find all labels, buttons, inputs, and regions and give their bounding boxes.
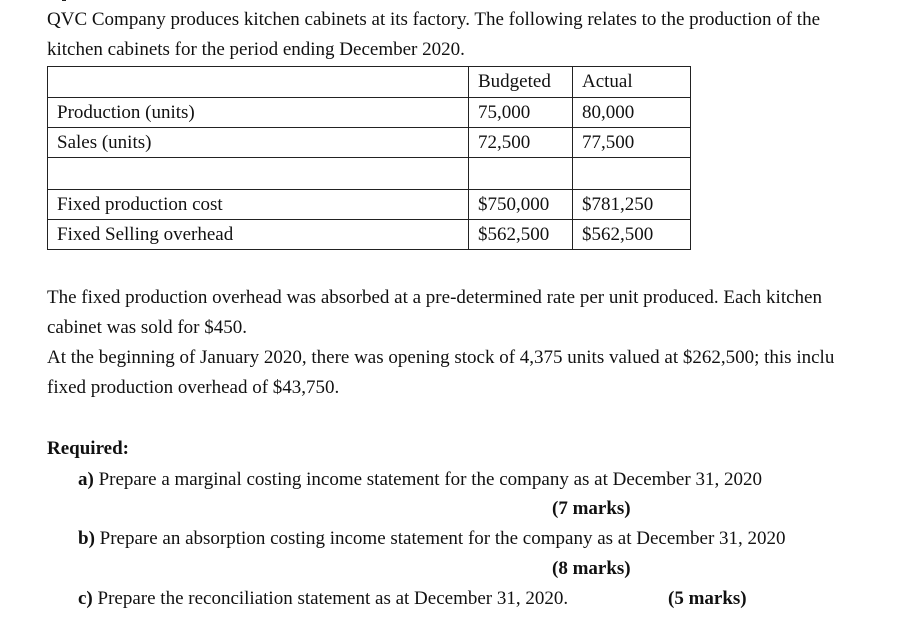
question-a-marks: (7 marks) [552,498,631,519]
table-header-budgeted: Budgeted [469,67,573,98]
question-b-marks: (8 marks) [552,558,631,579]
table-cell: $562,500 [469,220,573,250]
table-cell: 77,500 [573,128,691,158]
table-cell [469,158,573,190]
question-a-label: a) [78,469,94,490]
table-header-cell [48,67,469,98]
table-header-row [48,67,691,98]
table-row [48,190,691,220]
question-c [78,588,568,610]
question-c-label: c) [78,588,93,609]
table-row-empty [48,158,691,190]
production-table [47,66,691,250]
cropped-mark [62,0,66,1]
question-b [78,528,786,550]
paragraph-line-2: cabinet was sold for $450. [47,317,247,338]
intro-line-2: kitchen cabinets for the period ending December 2020. [47,39,465,60]
question-a [78,469,762,491]
intro-line-1: QVC Company produces kitchen cabinets at its factory. The following relates to the production of the [47,9,820,30]
question-c-marks: (5 marks) [668,588,747,609]
table-cell: 72,500 [469,128,573,158]
table-cell: Fixed production cost [48,190,469,220]
table-row [48,98,691,128]
required-heading: Required: [47,438,129,459]
table-header-actual: Actual [573,67,691,98]
table-cell: 75,000 [469,98,573,128]
question-b-label: b) [78,528,95,549]
table-cell: $562,500 [573,220,691,250]
question-c-text: Prepare the reconciliation statement as at December 31, 2020. [97,588,569,609]
question-b-text: Prepare an absorption costing income statement for the company as at December 31, 2020 [99,528,786,549]
table-cell: Fixed Selling overhead [48,220,469,250]
table-row [48,128,691,158]
table-cell [48,158,469,190]
paragraph-line-4: fixed production overhead of $43,750. [47,377,340,398]
paragraph-line-1: The fixed production overhead was absorbed at a pre-determined rate per unit produced. Each kitchen [47,287,822,308]
table-cell [573,158,691,190]
table-cell: 80,000 [573,98,691,128]
paragraph-line-3: At the beginning of January 2020, there was opening stock of 4,375 units valued at $262,500; this inclu [47,347,835,368]
table-cell: Production (units) [48,98,469,128]
table-row [48,220,691,250]
table-cell: $781,250 [573,190,691,220]
table-cell: $750,000 [469,190,573,220]
question-a-text: Prepare a marginal costing income statement for the company as at December 31, 2020 [98,469,762,490]
table-cell: Sales (units) [48,128,469,158]
